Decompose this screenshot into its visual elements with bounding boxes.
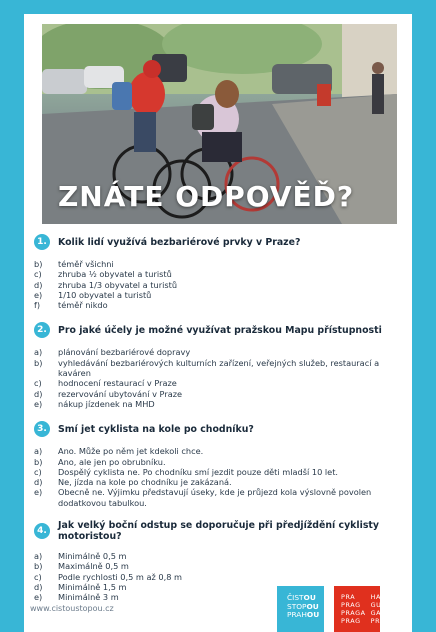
question-3 <box>34 421 404 437</box>
answer-letter: c) <box>34 378 42 389</box>
answer-item <box>34 399 404 409</box>
question-text: Kolik lidí využívá bezbariérové prvky v Praze? <box>58 236 301 248</box>
logo-text: OU <box>306 610 320 620</box>
answer-item <box>34 487 404 508</box>
answer-letter: a) <box>34 551 43 562</box>
answer-letter: f) <box>34 300 41 311</box>
question-number: 3. <box>34 421 50 437</box>
answer-text: Obecně ne. Výjimku představují úseky, kde je průjezd kola výslovně povolen dodatkovou tabulkou. <box>58 487 372 508</box>
answer-letter: b) <box>34 456 43 467</box>
answer-text: Ne, jízda na kole po chodníku je zakázaná. <box>58 477 232 488</box>
answer-text: vyhledávání bezbariérových kulturních zařízení, veřejných služeb, restaurací a kaváren <box>58 357 380 379</box>
answer-text: Minimálně 0,5 m <box>58 551 127 562</box>
website-link[interactable]: www.cistoustopou.cz <box>30 604 114 613</box>
logo-text: PRAH <box>287 610 307 620</box>
answer-text: téměř všichni <box>58 259 114 269</box>
answer-list-1 <box>34 259 404 310</box>
answer-text: nákup jízdenek na MHD <box>58 398 155 409</box>
answer-item <box>34 446 404 456</box>
answer-letter: c) <box>34 466 42 477</box>
answer-text: Podle rychlosti 0,5 m až 0,8 m <box>58 571 183 582</box>
answer-text: Dospělý cyklista ne. Po chodníku smí jezdit pouze děti mladší 10 let. <box>58 466 339 477</box>
answer-list-3 <box>34 446 404 508</box>
answer-letter: c) <box>34 571 42 582</box>
answer-item <box>34 477 404 487</box>
question-4 <box>34 520 404 542</box>
answer-letter: a) <box>34 446 43 457</box>
answer-letter: b) <box>34 259 43 269</box>
answer-item <box>34 290 404 300</box>
answer-text: Maximálně 0,5 m <box>58 561 129 572</box>
answer-text: plánování bezbariérové dopravy <box>58 347 191 358</box>
praha-logo <box>334 586 391 632</box>
answer-letter: b) <box>34 561 43 572</box>
answer-item <box>34 467 404 477</box>
logo-text: OU <box>303 593 316 602</box>
quiz-content <box>34 234 404 615</box>
answer-item <box>34 358 404 379</box>
answer-item <box>34 300 404 310</box>
answer-letter: d) <box>34 477 43 488</box>
logo-column-right <box>371 593 391 632</box>
answer-letter: d) <box>34 581 43 592</box>
question-number: 4. <box>34 523 50 539</box>
logo-text: GUE <box>370 601 387 609</box>
answer-text: zhruba ½ obyvatel a turistů <box>58 269 172 280</box>
answer-letter: a) <box>34 347 43 358</box>
question-2 <box>34 322 404 338</box>
answer-letter: d) <box>34 388 43 399</box>
logo-text: PRA <box>341 593 356 601</box>
logo-text: GA <box>370 609 382 617</box>
cistou-stopou-logo <box>277 586 324 632</box>
answer-item <box>34 561 404 571</box>
answer-letter: b) <box>34 357 43 368</box>
logo-text: OU <box>306 601 319 611</box>
logo-text: PRAG <box>341 617 361 625</box>
question-text: Jak velký boční odstup se doporučuje při předjíždění cyklisty motoristou? <box>58 520 380 543</box>
answer-text: Minimálně 3 m <box>58 592 119 603</box>
answer-letter: e) <box>34 592 43 603</box>
logo-text: ČIST <box>287 593 304 602</box>
answer-item <box>34 551 404 561</box>
answer-text: Minimálně 1,5 m <box>58 581 127 592</box>
answer-item <box>34 572 404 582</box>
question-1 <box>34 234 404 250</box>
answer-item <box>34 457 404 467</box>
question-text: Smí jet cyklista na kole po chodníku? <box>58 423 254 435</box>
answer-text: hodnocení restaurací v Praze <box>58 378 177 389</box>
question-number: 2. <box>34 322 50 338</box>
answer-text: zhruba 1/3 obyvatel a turistů <box>58 279 178 290</box>
answer-letter: d) <box>34 279 43 290</box>
answer-text: rezervování ubytování v Praze <box>58 388 183 399</box>
answer-item <box>34 378 404 388</box>
logo-text: HA <box>370 593 382 601</box>
answer-list-2 <box>34 347 404 409</box>
question-number: 1. <box>34 234 50 250</box>
logo-text: PRAGA <box>341 609 366 617</box>
answer-letter: c) <box>34 269 42 280</box>
logo-text: STOP <box>287 601 307 611</box>
answer-text: 1/10 obyvatel a turistů <box>58 289 152 300</box>
answer-item <box>34 269 404 279</box>
logo-text: PRAG <box>341 601 361 609</box>
answer-item <box>34 259 404 269</box>
answer-text: Ano, ale jen po obrubníku. <box>58 456 166 467</box>
answer-letter: e) <box>34 487 43 498</box>
answer-item <box>34 347 404 357</box>
logo-text: PRAG <box>370 617 391 625</box>
question-text: Pro jaké účely je možné využívat pražskou Mapu přístupnosti <box>58 324 382 336</box>
answer-text: téměř nikdo <box>58 300 108 311</box>
answer-item <box>34 280 404 290</box>
answer-letter: e) <box>34 289 43 300</box>
logo-column-left <box>341 593 366 632</box>
headline: ZNÁTE ODPOVĚĎ? <box>58 180 355 213</box>
answer-letter: e) <box>34 398 43 409</box>
answer-text: Ano. Může po něm jet kdekoli chce. <box>58 446 204 457</box>
answer-item <box>34 389 404 399</box>
